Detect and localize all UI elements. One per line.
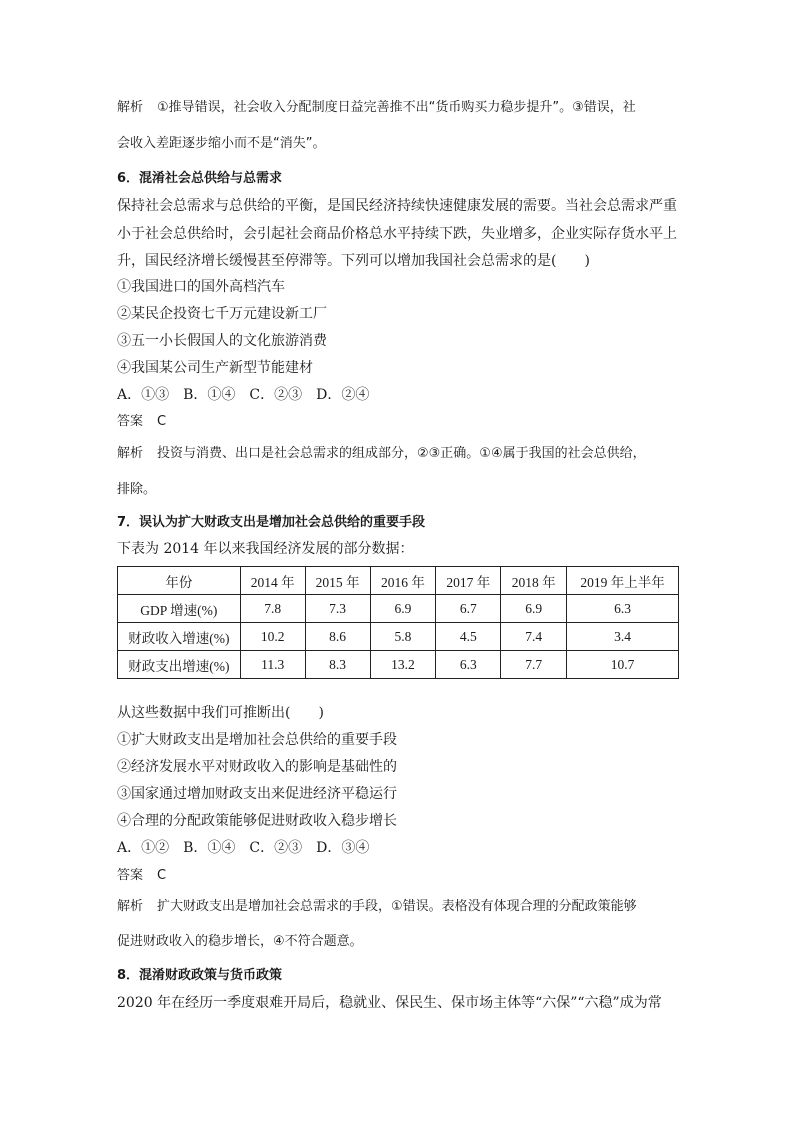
q5-analysis-line1: 解析 ①推导错误，社会收入分配制度日益完善推不出“货币购买力稳步提升”。③错误，社 bbox=[117, 98, 636, 118]
q7-intro: 下表为 2014 年以来我国经济发展的部分数据： bbox=[117, 541, 414, 557]
table-header-cell: 2018 年 bbox=[501, 567, 567, 595]
table-cell: 11.3 bbox=[240, 651, 305, 679]
table-cell: 财政支出增速(%) bbox=[118, 651, 241, 679]
table-header-cell: 2019 年上半年 bbox=[567, 567, 679, 595]
table-cell: 3.4 bbox=[567, 623, 679, 651]
table-cell: 8.3 bbox=[305, 651, 370, 679]
q6-stem-line2: 小于社会总供给时，会引起社会商品价格总水平持续下跌，失业增多，企业实际存货水平上 bbox=[117, 226, 677, 242]
table-cell: 8.6 bbox=[305, 623, 370, 651]
analysis-label: 解析 bbox=[117, 899, 144, 914]
table-cell: 7.4 bbox=[501, 623, 567, 651]
q6-analysis-line2: 排除。 bbox=[117, 482, 157, 497]
q6-item-2: ②某民企投资七千万元建设新工厂 bbox=[117, 306, 327, 322]
q6-item-4: ④我国某公司生产新型节能建材 bbox=[117, 360, 313, 376]
table-cell: 5.8 bbox=[370, 623, 436, 651]
q6-item-3: ③五一小长假国人的文化旅游消费 bbox=[117, 333, 327, 349]
table-cell: 7.3 bbox=[305, 595, 370, 623]
q6-heading: 6．混淆社会总供给与总需求 bbox=[117, 171, 283, 186]
table-header-cell: 年份 bbox=[118, 567, 241, 595]
table-row bbox=[118, 595, 679, 623]
table-cell: 7.8 bbox=[240, 595, 305, 623]
answer-value: C bbox=[157, 414, 167, 429]
q7-answer bbox=[117, 866, 166, 886]
table-cell: 6.3 bbox=[567, 595, 679, 623]
analysis-label: 解析 bbox=[117, 446, 144, 461]
q7-item-1: ①扩大财政支出是增加社会总供给的重要手段 bbox=[117, 732, 397, 748]
table-header-row bbox=[118, 567, 679, 595]
q6-choices: A．①③ B．①④ C．②③ D．②④ bbox=[117, 387, 370, 403]
table-cell: 10.7 bbox=[567, 651, 679, 679]
q8-stem-line1: 2020 年在经历一季度艰难开局后，稳就业、保民生、保市场主体等“六保”“六稳”成为常 bbox=[117, 995, 662, 1011]
q7-heading: 7．误认为扩大财政支出是增加社会总供给的重要手段 bbox=[117, 515, 426, 530]
table-cell: 6.9 bbox=[370, 595, 436, 623]
q6-item-1: ①我国进口的国外高档汽车 bbox=[117, 279, 285, 295]
table-cell: 7.7 bbox=[501, 651, 567, 679]
table-cell: GDP 增速(%) bbox=[118, 595, 241, 623]
q7-stem: 从这些数据中我们可推断出( ) bbox=[117, 705, 324, 721]
table-header-cell: 2014 年 bbox=[240, 567, 305, 595]
q7-analysis-line1: 解析 扩大财政支出是增加社会总需求的手段，①错误。表格没有体现合理的分配政策能够 bbox=[117, 897, 637, 917]
table-cell: 10.2 bbox=[240, 623, 305, 651]
q6-stem-line3: 升，国民经济增长缓慢甚至停滞等。下列可以增加我国社会总需求的是( ) bbox=[117, 253, 590, 269]
table-row bbox=[118, 623, 679, 651]
q6-stem-line1: 保持社会总需求与总供给的平衡，是国民经济持续快速健康发展的需要。当社会总需求严重 bbox=[117, 198, 677, 214]
table-header-cell: 2016 年 bbox=[370, 567, 436, 595]
economic-data-table bbox=[117, 566, 679, 679]
table-cell: 财政收入增速(%) bbox=[118, 623, 241, 651]
table-cell: 6.7 bbox=[436, 595, 501, 623]
q7-analysis-line2: 促进财政收入的稳步增长，④不符合题意。 bbox=[117, 934, 363, 949]
answer-label: 答案 bbox=[117, 414, 144, 429]
table-header-cell: 2017 年 bbox=[436, 567, 501, 595]
table-cell: 6.3 bbox=[436, 651, 501, 679]
table-cell: 6.9 bbox=[501, 595, 567, 623]
table-row bbox=[118, 651, 679, 679]
q7-item-4: ④合理的分配政策能够促进财政收入稳步增长 bbox=[117, 813, 397, 829]
q7-item-3: ③国家通过增加财政支出来促进经济平稳运行 bbox=[117, 786, 397, 802]
q8-heading: 8．混淆财政政策与货币政策 bbox=[117, 968, 283, 983]
table-cell: 4.5 bbox=[436, 623, 501, 651]
q6-answer bbox=[117, 412, 166, 432]
q5-analysis-line2: 会收入差距逐步缩小而不是“消失”。 bbox=[117, 136, 326, 151]
q7-choices: A．①② B．①④ C．②③ D．③④ bbox=[117, 840, 370, 856]
table-header-cell: 2015 年 bbox=[305, 567, 370, 595]
q6-analysis-line1: 解析 投资与消费、出口是社会总需求的组成部分，②③正确。①④属于我国的社会总供给， bbox=[117, 444, 646, 464]
analysis-label: 解析 bbox=[117, 100, 144, 115]
answer-label: 答案 bbox=[117, 868, 144, 883]
q7-item-2: ②经济发展水平对财政收入的影响是基础性的 bbox=[117, 759, 397, 775]
table-cell: 13.2 bbox=[370, 651, 436, 679]
answer-value: C bbox=[157, 868, 167, 883]
